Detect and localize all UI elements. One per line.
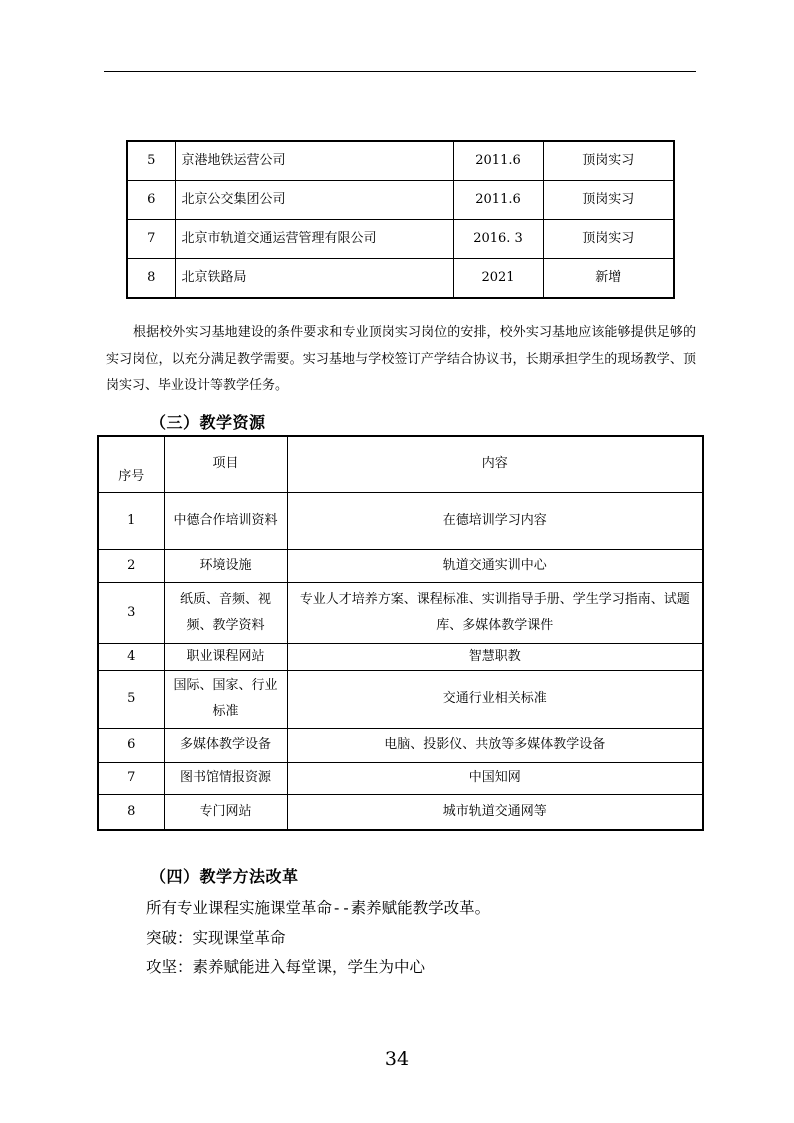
year: 2016. 3 [453, 220, 543, 259]
internship-type: 顶岗实习 [543, 141, 674, 181]
year: 2011.6 [453, 141, 543, 181]
body-paragraph: 根据校外实习基地建设的条件要求和专业顶岗实习岗位的安排，校外实习基地应该能够提供足够的实习岗位，以充分满足教学需要。实习基地与学校签订产学结合协议书，长期承担学生的现场教学、顶岗实习、毕业设计等教学任务。 [106, 325, 696, 393]
table-row [127, 220, 674, 259]
row-number: 4 [98, 643, 164, 670]
row-number: 6 [127, 181, 175, 220]
table-row [127, 181, 674, 220]
section-heading: （四）教学方法改革 [150, 867, 299, 886]
company-name: 北京市轨道交通运营管理有限公司 [175, 220, 453, 259]
column-header-item: 项目 [164, 436, 287, 492]
column-header-seq: 序号 [98, 436, 164, 492]
section-heading: （三）教学资源 [150, 413, 266, 432]
company-name: 京港地铁运营公司 [175, 141, 453, 181]
table-row [98, 670, 703, 728]
page-number: 34 [384, 1048, 410, 1070]
row-number: 5 [127, 141, 175, 181]
resource-content: 在德培训学习内容 [287, 492, 703, 549]
body-line: 所有专业课程实施课堂革命--素养赋能教学改革。 [146, 899, 491, 917]
internship-base-table [126, 140, 675, 299]
row-number: 7 [127, 220, 175, 259]
table-row [98, 582, 703, 643]
resource-content: 城市轨道交通网等 [287, 794, 703, 830]
resource-item: 图书馆情报资源 [164, 762, 287, 794]
table-row [98, 762, 703, 794]
company-name: 北京公交集团公司 [175, 181, 453, 220]
year: 2021 [453, 259, 543, 299]
resource-item: 国际、国家、行业标准 [164, 670, 287, 728]
year: 2011.6 [453, 181, 543, 220]
row-number: 8 [127, 259, 175, 299]
table-row [127, 141, 674, 181]
header-rule [104, 71, 696, 72]
table-row [98, 492, 703, 549]
resource-item: 多媒体教学设备 [164, 728, 287, 762]
resource-content: 电脑、投影仪、共放等多媒体教学设备 [287, 728, 703, 762]
table-header-row [98, 436, 703, 492]
internship-type: 顶岗实习 [543, 181, 674, 220]
resource-content: 中国知网 [287, 762, 703, 794]
row-number: 5 [98, 670, 164, 728]
row-number: 3 [98, 582, 164, 643]
company-name: 北京铁路局 [175, 259, 453, 299]
table-row [127, 259, 674, 299]
resource-item: 环境设施 [164, 549, 287, 582]
body-line: 突破：实现课堂革命 [146, 929, 286, 947]
column-header-content: 内容 [287, 436, 703, 492]
resource-content: 智慧职教 [287, 643, 703, 670]
resource-item: 中德合作培训资料 [164, 492, 287, 549]
resource-content: 轨道交通实训中心 [287, 549, 703, 582]
resource-item: 职业课程网站 [164, 643, 287, 670]
resource-content: 交通行业相关标准 [287, 670, 703, 728]
table-row [98, 643, 703, 670]
row-number: 8 [98, 794, 164, 830]
resource-item: 纸质、音频、视频、教学资料 [164, 582, 287, 643]
row-number: 2 [98, 549, 164, 582]
teaching-resources-table [97, 435, 704, 831]
body-line: 攻坚：素养赋能进入每堂课，学生为中心 [146, 958, 426, 976]
row-number: 1 [98, 492, 164, 549]
table-row [98, 794, 703, 830]
row-number: 6 [98, 728, 164, 762]
resource-item: 专门网站 [164, 794, 287, 830]
table-row [98, 549, 703, 582]
row-number: 7 [98, 762, 164, 794]
internship-type: 顶岗实习 [543, 220, 674, 259]
resource-content: 专业人才培养方案、课程标准、实训指导手册、学生学习指南、试题库、多媒体教学课件 [287, 582, 703, 643]
table-row [98, 728, 703, 762]
internship-type: 新增 [543, 259, 674, 299]
